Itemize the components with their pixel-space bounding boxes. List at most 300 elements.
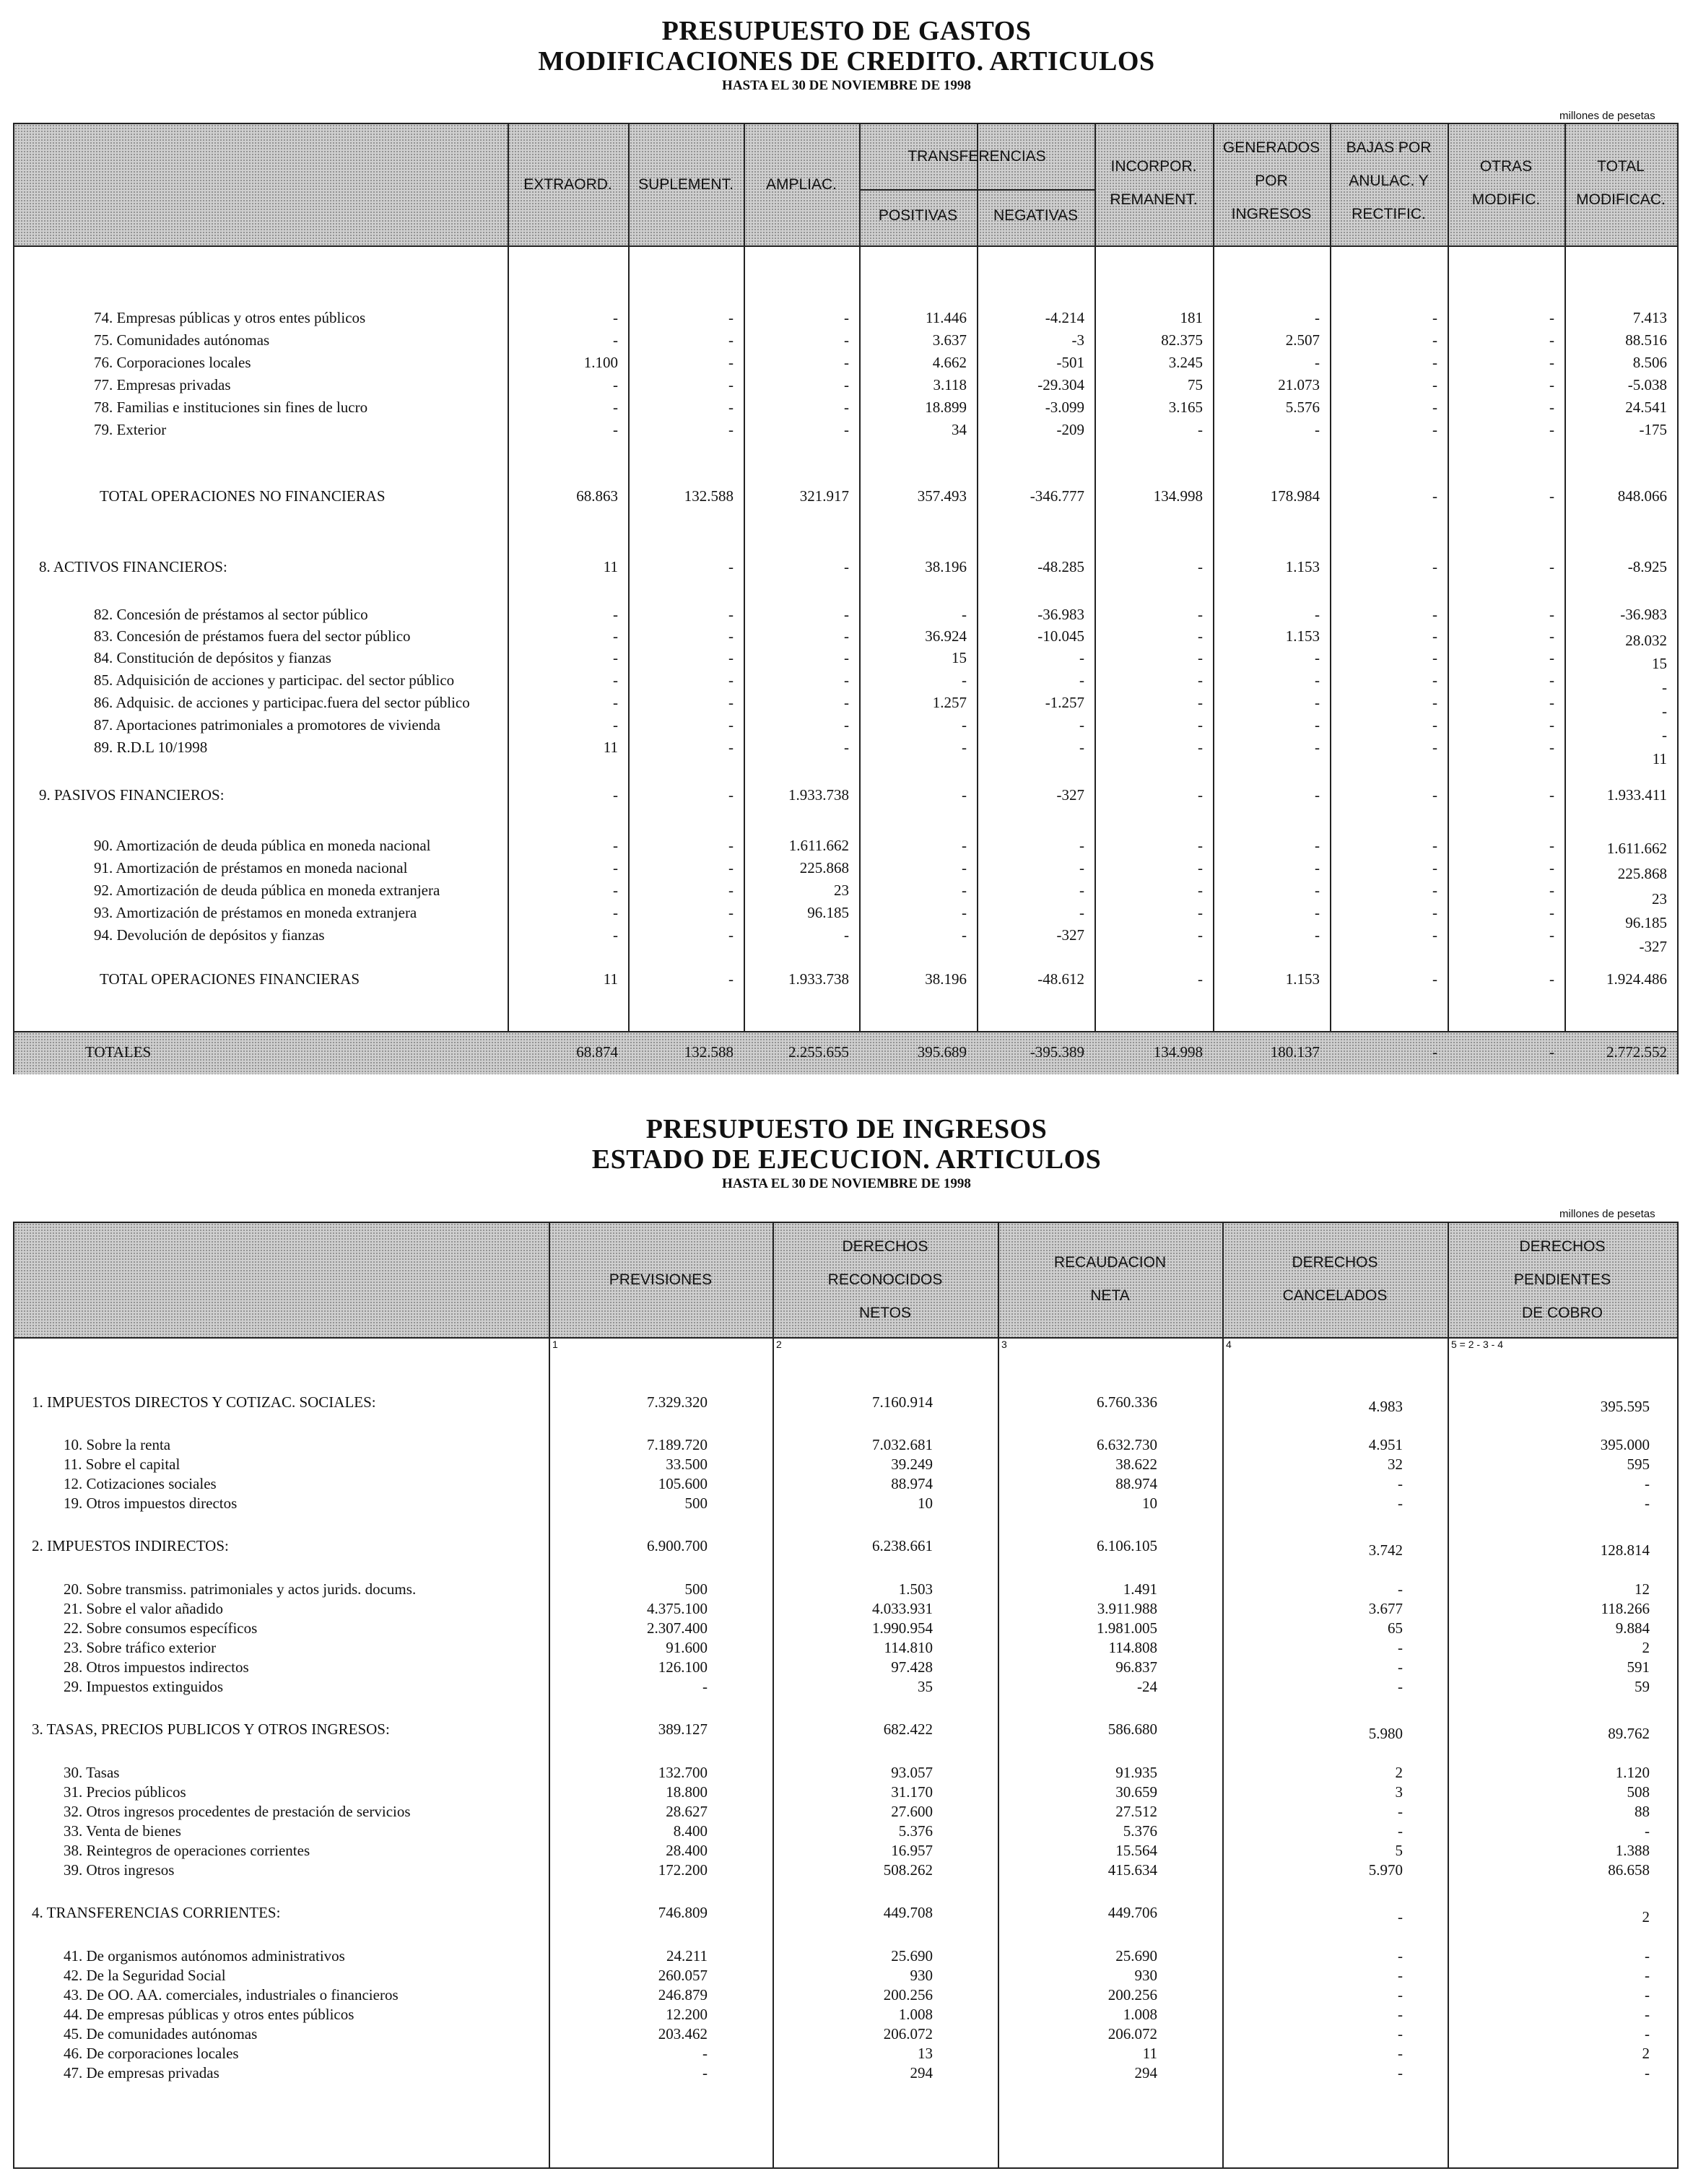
ingresos-cell: -	[1398, 1580, 1403, 1598]
ingresos-cell: -	[1398, 1495, 1403, 1512]
header-cancelados: DERECHOS	[1292, 1254, 1378, 1271]
gastos-cell: -327	[1056, 786, 1084, 804]
gastos-cell: -	[728, 882, 734, 899]
ingresos-cell: 128.814	[1600, 1541, 1650, 1559]
gastos-cell: -	[1549, 739, 1554, 756]
gastos-row	[14, 556, 1677, 578]
ingresos-row	[14, 1578, 1677, 1600]
gastos-cell: -	[1549, 837, 1554, 854]
gastos-row-label: TOTAL OPERACIONES FINANCIERAS	[100, 970, 360, 988]
gastos-cell: -	[613, 882, 618, 899]
ingresos-cell: 500	[684, 1580, 708, 1598]
ingresos-cell: 7.160.914	[872, 1393, 933, 1411]
ingresos-row	[14, 2004, 1677, 2025]
ingresos-cell: 930	[910, 1967, 933, 1984]
ingresos-row-label: 20. Sobre transmiss. patrimoniales y actos jurids. docums.	[64, 1580, 417, 1598]
ingresos-row-label: 10. Sobre la renta	[64, 1436, 171, 1453]
gastos-cell: -10.045	[1037, 627, 1084, 645]
gastos-cell: -	[1198, 716, 1203, 734]
header-pendientes: PENDIENTES	[1513, 1271, 1611, 1288]
gastos-cell: -	[1315, 739, 1320, 756]
ingresos-cell: 9.884	[1615, 1619, 1650, 1637]
ingresos-row-label: 12. Cotizaciones sociales	[64, 1475, 217, 1492]
gastos-cell: -	[962, 859, 967, 876]
gastos-cell: -	[1198, 904, 1203, 921]
gastos-cell: -	[1432, 970, 1437, 988]
gastos-cell: -	[613, 904, 618, 921]
ingresos-cell: 203.462	[658, 2025, 708, 2042]
ingresos-cell: 449.706	[1107, 1904, 1157, 1921]
gastos-row-label: 9. PASIVOS FINANCIEROS:	[39, 786, 225, 804]
gastos-cell: 1.611.662	[1606, 840, 1667, 857]
gastos-cell: -4.214	[1045, 309, 1084, 326]
gastos-cell: -5.038	[1627, 376, 1667, 393]
gastos-title-block	[0, 16, 1693, 95]
ingresos-cell: 25.690	[1115, 1947, 1157, 1965]
ingresos-row	[14, 1434, 1677, 1456]
header-otras: MODIFIC.	[1471, 191, 1541, 208]
gastos-cell: -	[1198, 786, 1203, 804]
ingresos-cell: 508	[1627, 1783, 1650, 1801]
ingresos-cell: -	[702, 2064, 708, 2081]
ingresos-cell: 294	[1134, 2064, 1157, 2081]
ingresos-row-label: 21. Sobre el valor añadido	[64, 1600, 224, 1617]
gastos-cell: 1.100	[583, 354, 618, 371]
ingresos-row-label: 22. Sobre consumos específicos	[64, 1619, 258, 1637]
ingresos-cell: 91.935	[1115, 1764, 1157, 1781]
gastos-cell: 1.933.411	[1606, 786, 1667, 804]
ingresos-row-label: 44. De empresas públicas y otros entes públicos	[64, 2006, 354, 2023]
gastos-cell: -	[613, 649, 618, 666]
gastos-cell: -	[728, 970, 734, 988]
ingresos-cell: -	[1645, 1495, 1650, 1512]
ingresos-cell: 586.680	[1107, 1720, 1157, 1738]
header-generados: INGRESOS	[1231, 206, 1312, 222]
gastos-cell: -	[1432, 421, 1437, 438]
gastos-cell: -	[1662, 679, 1667, 696]
gastos-cell: -	[728, 649, 734, 666]
gastos-cell: -	[844, 309, 849, 326]
gastos-cell: -	[962, 926, 967, 944]
ingresos-cell: -	[1645, 1822, 1650, 1840]
ingresos-row-label: 1. IMPUESTOS DIRECTOS Y COTIZAC. SOCIALES:	[32, 1393, 376, 1411]
gastos-row	[14, 857, 1677, 882]
header-bajas: ANULAC. Y	[1349, 173, 1429, 189]
ingresos-cell: 1.981.005	[1097, 1619, 1157, 1637]
gastos-cell: -	[1432, 606, 1437, 623]
gastos-cell: -	[1432, 354, 1437, 371]
gastos-row	[14, 968, 1677, 990]
header-bajas: BAJAS POR	[1346, 139, 1432, 156]
ingresos-row	[14, 2042, 1677, 2064]
ingresos-date: HASTA EL 30 DE NOVIEMBRE DE 1998	[722, 1176, 971, 1191]
ingresos-cell: -	[1398, 1475, 1403, 1492]
gastos-cell: -29.304	[1037, 376, 1084, 393]
gastos-cell: -	[1198, 970, 1203, 988]
gastos-cell: -	[1079, 859, 1084, 876]
gastos-cell: -	[728, 627, 734, 645]
gastos-cell: -	[1432, 904, 1437, 921]
gastos-cell: -	[844, 331, 849, 349]
ingresos-cell: 86.658	[1608, 1861, 1650, 1879]
ingresos-row-label: 43. De OO. AA. comerciales, industriales o financieros	[64, 1986, 399, 2004]
ingresos-cell: 395.000	[1600, 1436, 1650, 1453]
gastos-row	[14, 647, 1677, 672]
gastos-row-label: 93. Amortización de préstamos en moneda extranjera	[94, 904, 417, 921]
gastos-cell: -	[844, 926, 849, 944]
ingresos-row	[14, 1820, 1677, 1842]
ingresos-cell: 28.400	[666, 1842, 708, 1859]
gastos-cell: 1.153	[1285, 558, 1320, 575]
gastos-cell: 1.611.662	[788, 837, 849, 854]
gastos-cell: -	[1198, 837, 1203, 854]
ingresos-cell: -	[1645, 1967, 1650, 1984]
ingresos-cell: 595	[1627, 1456, 1650, 1473]
ingresos-cell: 2	[1642, 1908, 1650, 1926]
ingresos-cell: -	[1398, 2045, 1403, 2062]
ingresos-cell: 6.106.105	[1097, 1537, 1157, 1554]
ingresos-cell: -	[1645, 2064, 1650, 2081]
gastos-cell: 181	[1180, 309, 1203, 326]
ingresos-cell: 28.627	[666, 1803, 708, 1820]
header-incorpor: INCORPOR.	[1110, 158, 1197, 175]
ingresos-cell: 93.057	[891, 1764, 933, 1781]
ingresos-title: PRESUPUESTO DE INGRESOS	[645, 1114, 1048, 1144]
ingresos-cell: -	[1398, 1822, 1403, 1840]
gastos-cell: -501	[1056, 354, 1084, 371]
ingresos-cell: 59	[1635, 1678, 1650, 1695]
gastos-cell: -	[1432, 558, 1437, 575]
gastos-cell: -	[1549, 786, 1554, 804]
gastos-cell: -	[962, 837, 967, 854]
ingresos-cell: 172.200	[658, 1861, 708, 1879]
gastos-row	[14, 879, 1677, 908]
header-suplement: SUPLEMENT.	[638, 176, 734, 193]
gastos-row-label: 92. Amortización de deuda pública en moneda extranjera	[94, 882, 440, 899]
gastos-cell: -	[1198, 859, 1203, 876]
gastos-cell: -	[1549, 399, 1554, 416]
ingresos-cell: 2	[1395, 1764, 1403, 1781]
ingresos-cell: 11	[1142, 2045, 1157, 2062]
ingresos-cell: 32	[1388, 1456, 1403, 1473]
ingresos-row	[14, 1945, 1677, 1967]
gastos-cell: -	[1662, 726, 1667, 744]
gastos-cell: -	[962, 786, 967, 804]
gastos-cell: -	[1198, 627, 1203, 645]
header-pendientes: DE COBRO	[1521, 1305, 1603, 1321]
gastos-cell: -	[613, 671, 618, 689]
header-cancelados: CANCELADOS	[1282, 1287, 1388, 1304]
gastos-cell: 18.899	[925, 399, 967, 416]
gastos-cell: 23	[1652, 890, 1667, 908]
gastos-cell: -	[728, 421, 734, 438]
gastos-cell: -	[844, 399, 849, 416]
gastos-cell: -	[1549, 970, 1554, 988]
gastos-cell: 1.153	[1285, 970, 1320, 988]
gastos-cell: -	[1432, 882, 1437, 899]
gastos-cell: -	[844, 421, 849, 438]
gastos-cell: 3.165	[1168, 399, 1203, 416]
ingresos-cell: 1.008	[1123, 2006, 1157, 2023]
gastos-totales-row	[14, 1041, 1677, 1063]
gastos-row-label: TOTAL OPERACIONES NO FINANCIERAS	[100, 487, 386, 505]
gastos-cell: 3.637	[932, 331, 967, 349]
gastos-row-label: 76. Corporaciones locales	[94, 354, 251, 371]
ingresos-row	[14, 1902, 1677, 1926]
gastos-row	[14, 902, 1677, 931]
gastos-cell: -	[1079, 882, 1084, 899]
gastos-subtitle: MODIFICACIONES DE CREDITO. ARTICULOS	[538, 46, 1155, 77]
gastos-cell: -	[1079, 716, 1084, 734]
header-total: TOTAL	[1597, 158, 1645, 175]
gastos-date: HASTA EL 30 DE NOVIEMBRE DE 1998	[722, 78, 971, 93]
gastos-totales-cell: -395.389	[1030, 1043, 1084, 1061]
ingresos-cell: -24	[1137, 1678, 1157, 1695]
ingresos-row	[14, 1637, 1677, 1658]
ingresos-cell: 30.659	[1115, 1783, 1157, 1801]
gastos-row	[14, 329, 1677, 351]
ingresos-cell: 25.690	[891, 1947, 933, 1965]
ingresos-cell: 114.810	[884, 1639, 933, 1656]
gastos-row	[14, 924, 1677, 955]
gastos-cell: -	[1432, 627, 1437, 645]
gastos-cell: -	[1315, 671, 1320, 689]
ingresos-cell: 246.879	[658, 1986, 708, 2004]
ingresos-row	[14, 1473, 1677, 1495]
ingresos-column-number: 5 = 2 - 3 - 4	[1451, 1339, 1503, 1350]
gastos-cell: -	[1079, 671, 1084, 689]
ingresos-cell: 5.376	[1123, 1822, 1157, 1840]
gastos-row-label: 84. Constitución de depósitos y fianzas	[94, 649, 331, 666]
ingresos-column-number: 4	[1226, 1339, 1232, 1350]
gastos-cell: 3.245	[1168, 354, 1203, 371]
gastos-cell: -	[844, 671, 849, 689]
ingresos-cell: 2	[1642, 1639, 1650, 1656]
gastos-row	[14, 692, 1677, 720]
gastos-cell: -	[1432, 487, 1437, 505]
gastos-cell: -327	[1639, 938, 1667, 955]
header-extraord: EXTRAORD.	[523, 176, 612, 193]
gastos-cell: -	[1549, 694, 1554, 711]
header-derechos-reconocidos: NETOS	[859, 1305, 911, 1321]
gastos-cell: 178.984	[1270, 487, 1320, 505]
gastos-cell: -	[1432, 837, 1437, 854]
gastos-cell: 1.933.738	[788, 786, 849, 804]
gastos-cell: -36.983	[1620, 606, 1667, 623]
ingresos-cell: 96.837	[1115, 1658, 1157, 1676]
gastos-row	[14, 396, 1677, 418]
ingresos-row-label: 39. Otros ingresos	[64, 1861, 175, 1879]
gastos-cell: -	[844, 376, 849, 393]
gastos-cell: -	[728, 399, 734, 416]
gastos-cell: -	[728, 671, 734, 689]
gastos-cell: -	[613, 786, 618, 804]
gastos-cell: -	[1315, 649, 1320, 666]
gastos-cell: -	[728, 331, 734, 349]
gastos-cell: -	[1198, 671, 1203, 689]
ingresos-cell: 31.170	[891, 1783, 933, 1801]
ingresos-cell: 12.200	[666, 2006, 708, 2023]
ingresos-cell: 3.742	[1368, 1541, 1403, 1559]
gastos-row	[14, 669, 1677, 696]
gastos-cell: -	[613, 309, 618, 326]
gastos-cell: 1.924.486	[1606, 970, 1667, 988]
ingresos-row	[14, 2023, 1677, 2045]
ingresos-table	[13, 1222, 1679, 2169]
gastos-cell: 15	[952, 649, 967, 666]
gastos-cell: -	[844, 694, 849, 711]
gastos-cell: -175	[1639, 421, 1667, 438]
ingresos-cell: 27.600	[891, 1803, 933, 1820]
ingresos-cell: 508.262	[883, 1861, 933, 1879]
ingresos-cell: 395.595	[1600, 1398, 1650, 1415]
gastos-cell: -	[1315, 606, 1320, 623]
gastos-cell: -	[1549, 649, 1554, 666]
gastos-cell: -	[1315, 354, 1320, 371]
ingresos-row-label: 23. Sobre tráfico exterior	[64, 1639, 217, 1656]
gastos-row	[14, 714, 1677, 744]
ingresos-cell: 16.957	[891, 1842, 933, 1859]
ingresos-cell: 4.951	[1368, 1436, 1403, 1453]
gastos-cell: 11.446	[926, 309, 967, 326]
gastos-cell: -	[1432, 309, 1437, 326]
ingresos-row-label: 38. Reintegros de operaciones corrientes	[64, 1842, 310, 1859]
gastos-cell: -	[1198, 882, 1203, 899]
ingresos-cell: 38.622	[1115, 1456, 1157, 1473]
gastos-cell: -	[1549, 421, 1554, 438]
gastos-row	[14, 419, 1677, 440]
gastos-cell: 321.917	[799, 487, 849, 505]
header-derechos-reconocidos: RECONOCIDOS	[827, 1271, 943, 1288]
ingresos-cell: -	[702, 1678, 708, 1695]
gastos-cell: -	[728, 354, 734, 371]
gastos-cell: -	[844, 716, 849, 734]
gastos-cell: -	[1432, 716, 1437, 734]
gastos-cell: -	[844, 627, 849, 645]
ingresos-cell: -	[1398, 2064, 1403, 2081]
header-recaudacion: RECAUDACION	[1053, 1254, 1167, 1271]
gastos-cell: -48.285	[1037, 558, 1084, 575]
gastos-cell: 225.868	[1617, 865, 1667, 882]
gastos-cell: 38.196	[925, 970, 967, 988]
gastos-cell: -	[1549, 904, 1554, 921]
ingresos-cell: 7.032.681	[872, 1436, 933, 1453]
gastos-row-label: 90. Amortización de deuda pública en moneda nacional	[94, 837, 431, 854]
gastos-cell: -	[962, 904, 967, 921]
gastos-cell: -	[613, 694, 618, 711]
gastos-cell: -	[728, 859, 734, 876]
ingresos-cell: -	[1398, 1986, 1403, 2004]
ingresos-cell: -	[1645, 1947, 1650, 1965]
ingresos-cell: 65	[1388, 1619, 1403, 1637]
gastos-cell: -	[728, 716, 734, 734]
gastos-cell: -	[1432, 786, 1437, 804]
gastos-cell: -	[728, 376, 734, 393]
gastos-cell: -	[1315, 926, 1320, 944]
gastos-cell: -	[728, 926, 734, 944]
ingresos-column-number: 2	[776, 1339, 782, 1350]
gastos-cell: -	[1549, 331, 1554, 349]
ingresos-row	[14, 1801, 1677, 1822]
gastos-cell: -36.983	[1037, 606, 1084, 623]
ingresos-cell: 10	[1142, 1495, 1157, 1512]
ingresos-cell: 930	[1134, 1967, 1157, 1984]
ingresos-cell: 33.500	[666, 1456, 708, 1473]
gastos-cell: -	[1432, 694, 1437, 711]
gastos-cell: -	[844, 739, 849, 756]
ingresos-cell: 12	[1635, 1580, 1650, 1598]
gastos-cell: -209	[1056, 421, 1084, 438]
header-bajas: RECTIFIC.	[1352, 206, 1426, 222]
gastos-cell: -	[613, 399, 618, 416]
gastos-cell: -	[613, 837, 618, 854]
gastos-row-label: 82. Concesión de préstamos al sector público	[94, 606, 368, 623]
gastos-cell: -	[1549, 859, 1554, 876]
gastos-totales-cell: 180.137	[1270, 1043, 1320, 1061]
gastos-cell: -	[1198, 558, 1203, 575]
gastos-cell: -	[1315, 694, 1320, 711]
gastos-cell: 96.185	[807, 904, 849, 921]
ingresos-row-label: 3. TASAS, PRECIOS PUBLICOS Y OTROS INGRESOS:	[32, 1720, 390, 1738]
gastos-cell: -	[1432, 671, 1437, 689]
ingresos-row	[14, 1656, 1677, 1678]
gastos-cell: 36.924	[925, 627, 967, 645]
gastos-cell: -	[613, 926, 618, 944]
ingresos-cell: 415.634	[1107, 1861, 1157, 1879]
ingresos-cell: 7.189.720	[647, 1436, 708, 1453]
gastos-cell: -	[844, 649, 849, 666]
gastos-totales-cell: 134.998	[1153, 1043, 1203, 1061]
gastos-cell: 82.375	[1161, 331, 1203, 349]
ingresos-cell: 591	[1627, 1658, 1650, 1676]
gastos-cell: 848.066	[1617, 487, 1667, 505]
gastos-cell: -	[1432, 859, 1437, 876]
gastos-cell: -	[1079, 904, 1084, 921]
ingresos-cell: 88	[1635, 1803, 1650, 1820]
ingresos-row	[14, 1598, 1677, 1619]
gastos-cell: -	[1549, 558, 1554, 575]
gastos-row	[14, 374, 1677, 396]
ingresos-cell: 3.677	[1368, 1600, 1403, 1617]
ingresos-row	[14, 1535, 1677, 1557]
header-ampliac: AMPLIAC.	[765, 176, 837, 193]
gastos-cell: -	[1198, 694, 1203, 711]
header-incorpor: REMANENT.	[1110, 191, 1198, 208]
gastos-totales-cell: 68.874	[576, 1043, 618, 1061]
gastos-row-label: 8. ACTIVOS FINANCIEROS:	[39, 558, 227, 575]
header-derechos-reconocidos: DERECHOS	[842, 1238, 928, 1255]
gastos-cell: -	[728, 606, 734, 623]
gastos-row	[14, 604, 1677, 625]
gastos-cell: -	[1315, 421, 1320, 438]
ingresos-row	[14, 1617, 1677, 1639]
gastos-row-label: 86. Adquisic. de acciones y participac.fuera del sector público	[94, 694, 470, 711]
ingresos-cell: 91.600	[666, 1639, 708, 1656]
gastos-cell: -3.099	[1045, 399, 1084, 416]
ingresos-cell: 682.422	[883, 1720, 933, 1738]
ingresos-cell: -	[1398, 1908, 1403, 1926]
gastos-cell: 75	[1188, 376, 1203, 393]
ingresos-cell: 126.100	[658, 1658, 708, 1676]
gastos-cell: -	[613, 331, 618, 349]
ingresos-row	[14, 1453, 1677, 1475]
gastos-cell: -	[728, 837, 734, 854]
ingresos-cell: 114.808	[1108, 1639, 1157, 1656]
ingresos-cell: 200.256	[883, 1986, 933, 2004]
ingresos-row-label: 32. Otros ingresos procedentes de prestación de servicios	[64, 1803, 411, 1820]
ingresos-row	[14, 1965, 1677, 1986]
header-previsiones: PREVISIONES	[609, 1271, 713, 1288]
